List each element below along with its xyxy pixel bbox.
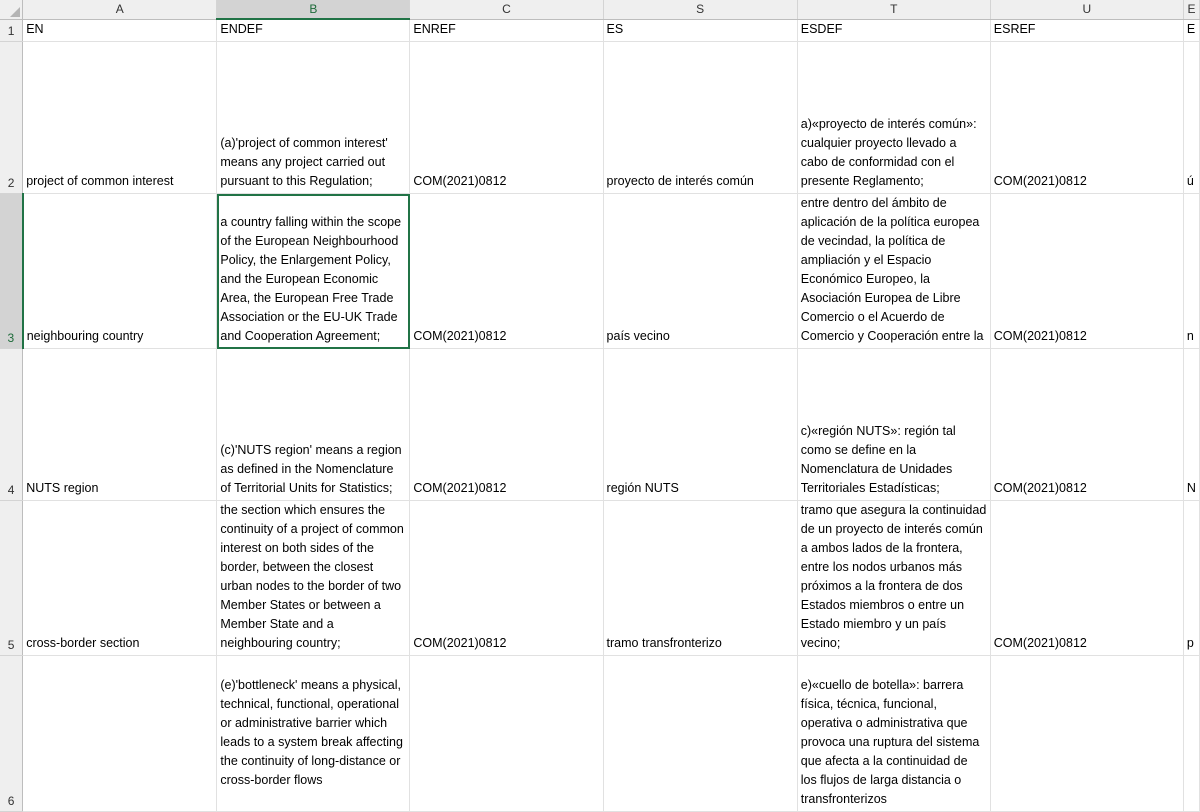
row-header[interactable]: 1: [0, 19, 23, 42]
cell-t4[interactable]: c)«región NUTS»: región tal como se define en la Nomenclatura de Unidades Territoriales Estadísticas;: [797, 349, 990, 501]
cell-u6[interactable]: [990, 656, 1183, 812]
cell-s2[interactable]: proyecto de interés común: [603, 42, 797, 194]
column-header-b[interactable]: B: [217, 0, 410, 19]
cell-a6[interactable]: [23, 656, 217, 812]
cell-a3[interactable]: neighbouring country: [23, 194, 217, 349]
cell-c4[interactable]: COM(2021)0812: [410, 349, 603, 501]
cell-b5[interactable]: the section which ensures the continuity of a project of common interest on both sides of the border, between the closest urban nodes to the border of two Member States or between a Member State and a neighbouring country;: [217, 501, 410, 656]
cell-u2[interactable]: COM(2021)0812: [990, 42, 1183, 194]
cell-u3[interactable]: COM(2021)0812: [990, 194, 1183, 349]
cell-c1[interactable]: ENREF: [410, 19, 603, 42]
cell-a1[interactable]: EN: [23, 19, 217, 42]
row-header[interactable]: 4: [0, 349, 23, 501]
cell-e4[interactable]: N: [1183, 349, 1199, 501]
cell-s5[interactable]: tramo transfronterizo: [603, 501, 797, 656]
select-all-corner[interactable]: [0, 0, 23, 19]
cell-t5[interactable]: tramo que asegura la continuidad de un proyecto de interés común a ambos lados de la frontera, entre los nodos urbanos más próximos a la frontera de dos Estados miembros o entre un Estado miembro y un país vecino;: [797, 501, 990, 656]
cell-e5[interactable]: p: [1183, 501, 1199, 656]
column-header-a[interactable]: A: [23, 0, 217, 19]
cell-u5[interactable]: COM(2021)0812: [990, 501, 1183, 656]
cell-b6[interactable]: (e)'bottleneck' means a physical, technical, functional, operational or administrative barrier which leads to a system break affecting the continuity of long-distance or cross-border flows: [217, 656, 410, 812]
table-row: [0, 656, 1200, 812]
cell-t6[interactable]: e)«cuello de botella»: barrera física, técnica, funcional, operativa o administrativa que provoca una ruptura del sistema que afecta a la continuidad de los flujos de larga distancia o transfronterizos: [797, 656, 990, 812]
cell-c6[interactable]: [410, 656, 603, 812]
cell-e3[interactable]: n: [1183, 194, 1199, 349]
row-header[interactable]: 6: [0, 656, 23, 812]
row-header[interactable]: 5: [0, 501, 23, 656]
cell-a4[interactable]: NUTS region: [23, 349, 217, 501]
cell-b3-active[interactable]: a country falling within the scope of the European Neighbourhood Policy, the Enlargement Policy, and the European Economic Area, the European Free Trade Association or the EU-UK Trade and Cooperation Agreement;: [217, 194, 410, 349]
cell-s4[interactable]: región NUTS: [603, 349, 797, 501]
cell-e1[interactable]: E: [1183, 19, 1199, 42]
table-row: [0, 42, 1200, 194]
table-row: [0, 501, 1200, 656]
cell-c5[interactable]: COM(2021)0812: [410, 501, 603, 656]
table-row: [0, 19, 1200, 42]
cell-e6[interactable]: [1183, 656, 1199, 812]
cell-c2[interactable]: COM(2021)0812: [410, 42, 603, 194]
row-header[interactable]: 2: [0, 42, 23, 194]
cell-t2[interactable]: a)«proyecto de interés común»: cualquier proyecto llevado a cabo de conformidad con el presente Reglamento;: [797, 42, 990, 194]
cell-b2[interactable]: (a)'project of common interest' means any project carried out pursuant to this Regulation;: [217, 42, 410, 194]
cell-e2[interactable]: ú: [1183, 42, 1199, 194]
column-header-c[interactable]: C: [410, 0, 603, 19]
select-all-triangle-icon: [10, 7, 20, 17]
column-header-e[interactable]: E: [1183, 0, 1199, 19]
table-row: [0, 194, 1200, 349]
column-header-s[interactable]: S: [603, 0, 797, 19]
cell-u4[interactable]: COM(2021)0812: [990, 349, 1183, 501]
cell-a5[interactable]: cross-border section: [23, 501, 217, 656]
cell-t1[interactable]: ESDEF: [797, 19, 990, 42]
cell-u1[interactable]: ESREF: [990, 19, 1183, 42]
cell-a2[interactable]: project of common interest: [23, 42, 217, 194]
cell-s6[interactable]: [603, 656, 797, 812]
cell-b1[interactable]: ENDEF: [217, 19, 410, 42]
cell-s1[interactable]: ES: [603, 19, 797, 42]
column-header-t[interactable]: T: [797, 0, 990, 19]
cell-c3[interactable]: COM(2021)0812: [410, 194, 603, 349]
cell-b4[interactable]: (c)'NUTS region' means a region as defined in the Nomenclature of Territorial Units for Statistics;: [217, 349, 410, 501]
cell-s3[interactable]: país vecino: [603, 194, 797, 349]
cell-t3[interactable]: entre dentro del ámbito de aplicación de la política europea de vecindad, la política de ampliación y el Espacio Económico Europeo, la Asociación Europea de Libre Comercio o el Acuerdo de Comercio y Cooperación entre la: [797, 194, 990, 349]
row-header[interactable]: 3: [0, 194, 23, 349]
table-row: [0, 349, 1200, 501]
column-header-u[interactable]: U: [990, 0, 1183, 19]
